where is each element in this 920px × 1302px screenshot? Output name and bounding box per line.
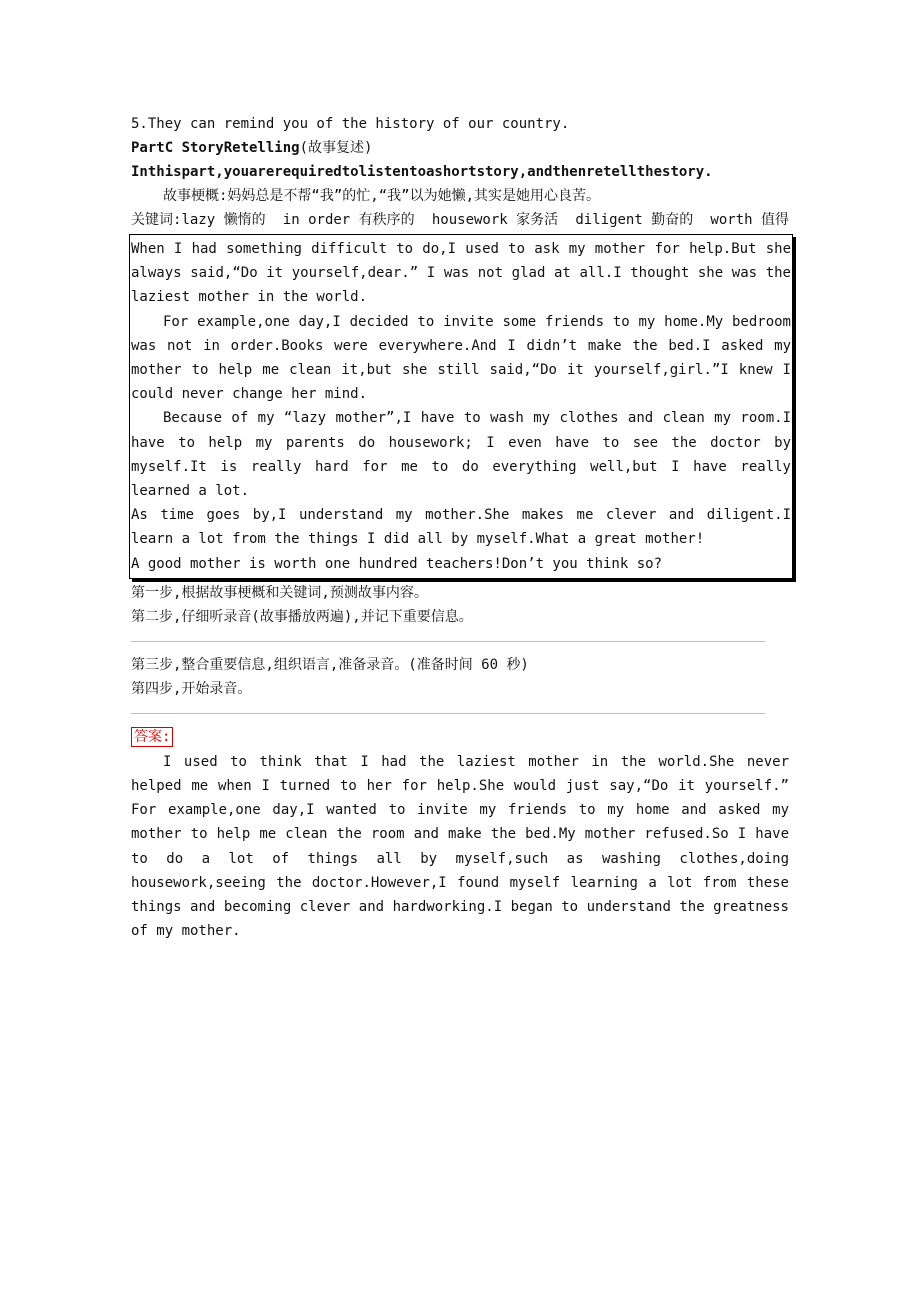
step-1: 第一步,根据故事梗概和关键词,预测故事内容。 — [131, 584, 428, 601]
step-4: 第四步,开始录音。 — [131, 680, 252, 697]
part-title-cn: (故事复述) — [299, 140, 373, 156]
part-heading — [131, 136, 789, 160]
answer-line-1 — [131, 641, 765, 642]
story-paragraph: When I had something difficult to do,I used to ask my mother for help.But she always said,“Do it yourself,dear.” I was not glad at all.I thought she was the laziest mother in the world. — [131, 241, 791, 306]
story-paragraph: Because of my “lazy mother”,I have to wash my clothes and clean my room.I have to help my parents do housework; I even have to see the doctor by myself.It is really hard for me to do everything well,but I have really learned a lot. — [131, 410, 791, 500]
question-item-5: 5.They can remind you of the history of our country. — [131, 116, 570, 132]
keyword-item: in order 有秩序的 — [282, 212, 415, 228]
story-paragraph: For example,one day,I decided to invite some friends to my home.My bedroom was not in order.Books were everywhere.And I didn’t make the bed.I asked my mother to help me clean it,but she still said,“Do it yourself,girl.”I knew I could never change her mind. — [131, 313, 791, 403]
answer-label: 答案: — [131, 727, 173, 747]
step-2: 第二步,仔细听录音(故事播放两遍),并记下重要信息。 — [131, 608, 473, 625]
document-page — [131, 112, 789, 943]
answer-line-2 — [131, 713, 765, 714]
story-text-box — [129, 234, 793, 579]
instruction-text: Inthispart,youarerequiredtolistentoashortstory,andthenretellthestory. — [131, 164, 713, 180]
story-paragraph: As time goes by,I understand my mother.She makes me clever and diligent.I learn a lot from the things I did all by myself.What a great mother! — [131, 507, 791, 548]
step-3: 第三步,整合重要信息,组织语言,准备录音。(准备时间 60 秒) — [131, 656, 529, 673]
keywords-line — [131, 208, 789, 232]
keyword-item: housework 家务活 — [431, 212, 559, 228]
keyword-item: diligent 勤奋的 — [575, 212, 694, 228]
answer-section — [131, 725, 789, 944]
keyword-item: worth 值得 — [710, 212, 789, 228]
part-title: PartC StoryRetelling — [131, 140, 300, 156]
keywords-label: 关键词: — [131, 212, 182, 228]
story-paragraph: A good mother is worth one hundred teachers!Don’t you think so? — [131, 555, 663, 572]
story-summary: 故事梗概:妈妈总是不帮“我”的忙,“我”以为她懒,其实是她用心良苦。 — [163, 188, 600, 204]
answer-text: I used to think that I had the laziest mother in the world.She never helped me when I turned to her for help.She would just say,“Do it yourself.” For example,one day,I wanted to invite my friends to my home and asked my mother to help me clean the room and make the bed.My mother refused.So I have to do a lot of things all by myself,such as washing clothes,doing housework,seeing the doctor.However,I found myself learning a lot from these things and becoming clever and hardworking.I began to understand the greatness of my mother. — [131, 753, 789, 940]
keyword-item: lazy 懒惰的 — [181, 212, 266, 228]
